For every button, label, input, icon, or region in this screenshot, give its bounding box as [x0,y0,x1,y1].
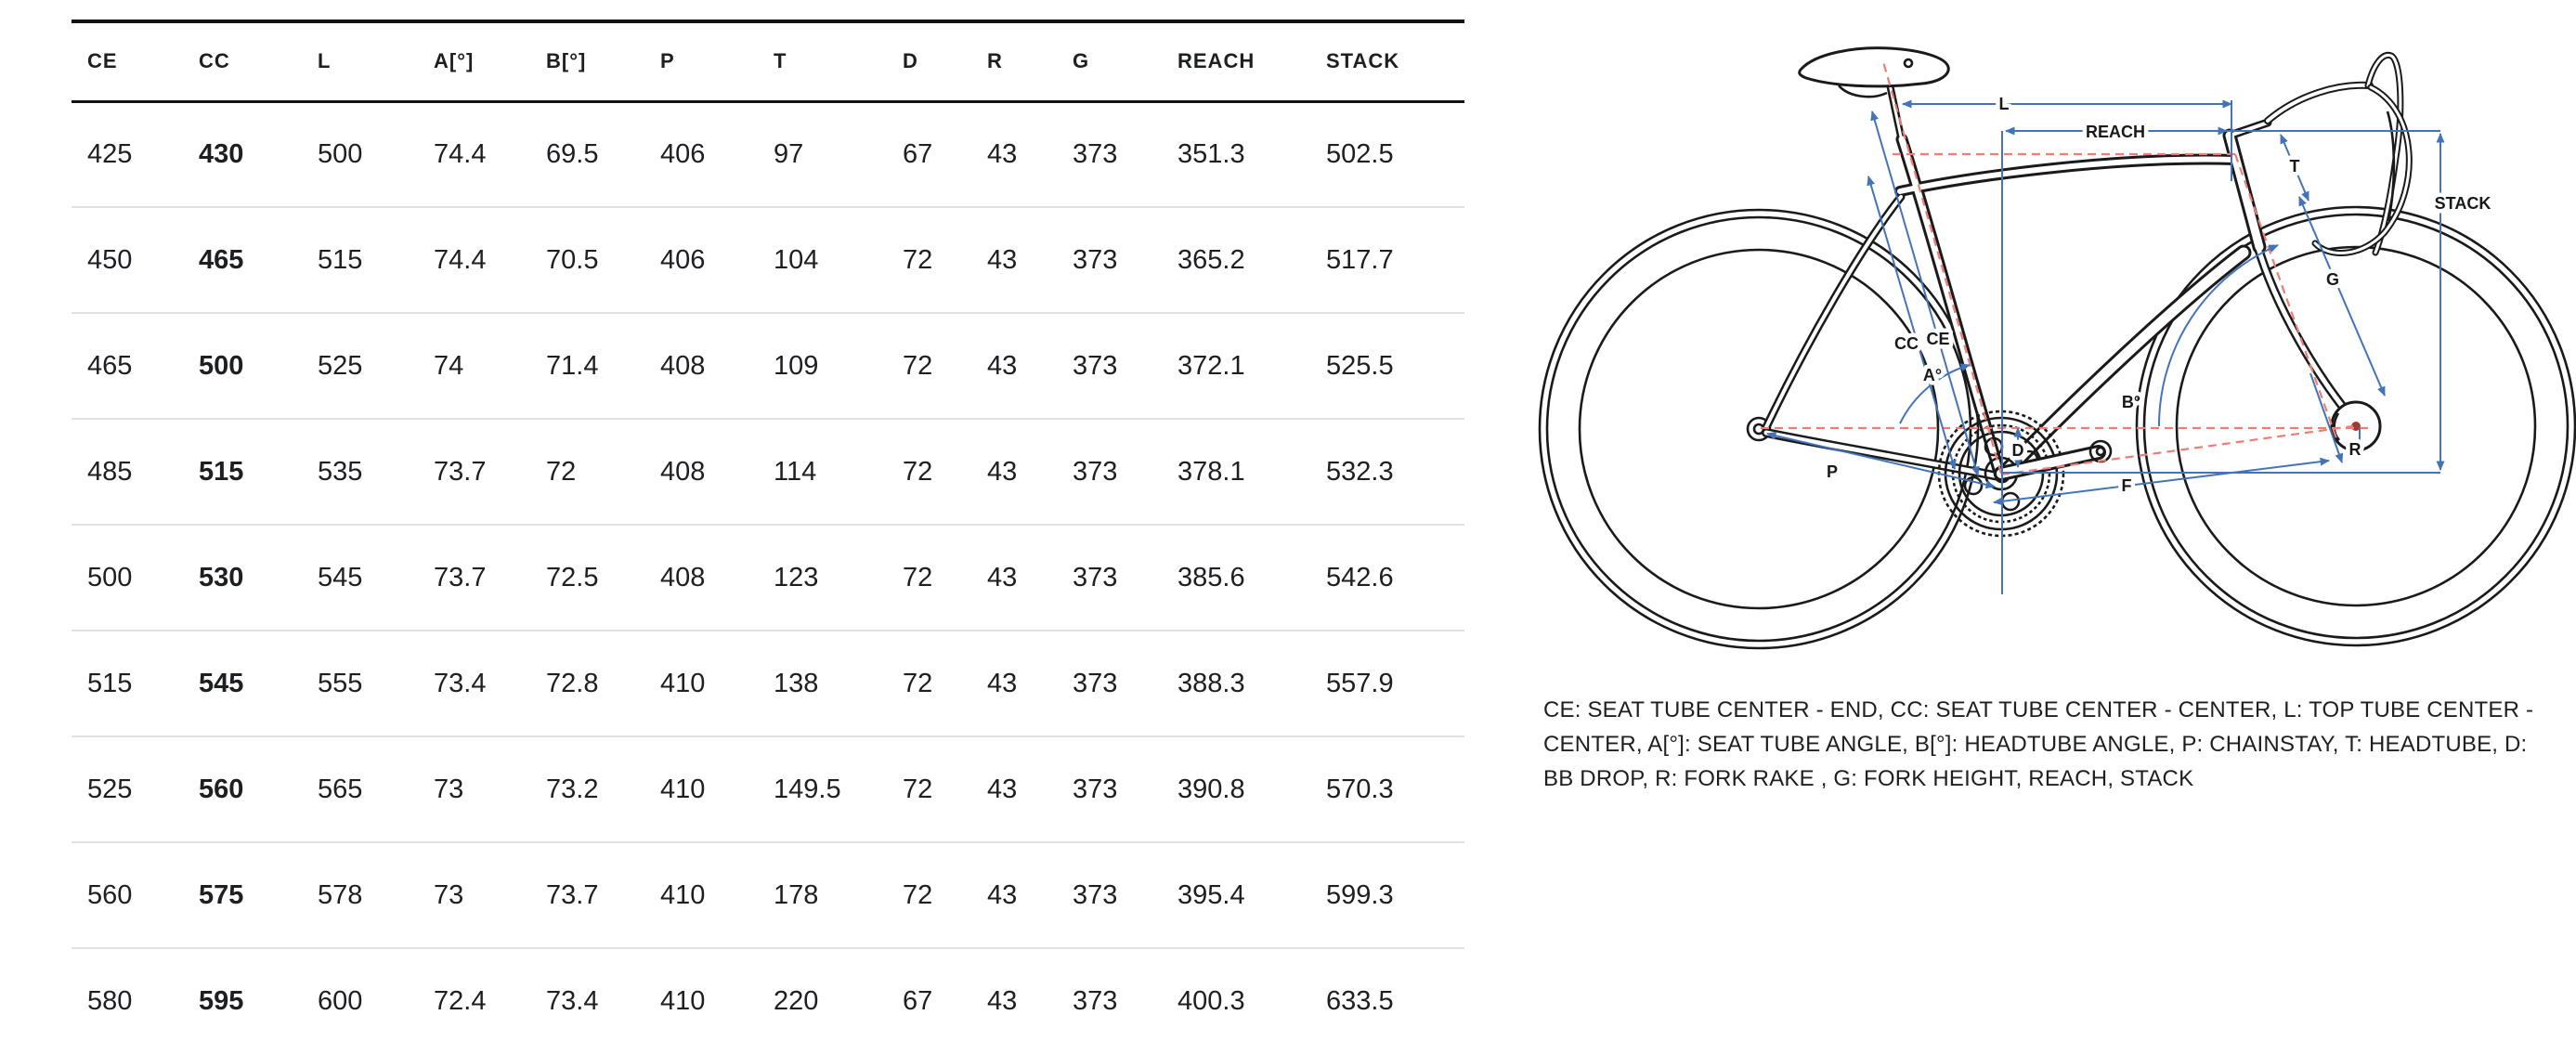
table-cell: 378.1 [1177,456,1245,487]
table-cell: 599.3 [1326,879,1394,910]
table-cell: 633.5 [1326,986,1394,1016]
label-seat-ce: CE [1926,330,1950,348]
label-front-center: F [2121,476,2132,495]
table-cell: 43 [987,986,1018,1016]
table-row [72,101,1464,207]
label-reach: REACH [2085,123,2146,141]
head-tube-axis-line [2235,154,2336,438]
column-header-reach: REACH [1177,49,1255,73]
table-cell: 73.7 [434,562,487,592]
table-row [72,948,1464,1054]
table-cell: 373 [1073,562,1118,592]
table-cell: 43 [987,562,1018,592]
table-cell: 465 [199,244,244,275]
table-cell: 430 [199,138,244,169]
table-cell: 502.5 [1326,138,1394,169]
table-row [72,525,1464,631]
seat-tube-ce-line [1872,111,1978,475]
table-cell: 67 [903,138,933,169]
table-cell: 71.4 [546,350,599,381]
label-top-tube: L [1998,95,2010,113]
table-cell: 532.3 [1326,456,1394,487]
table-cell: 43 [987,138,1018,169]
table-cell: 123 [774,562,819,592]
table-cell: 67 [903,986,933,1016]
table-cell: 72 [903,456,933,487]
label-headtube: T [2289,157,2300,176]
bike-geometry-diagram [1532,0,2576,662]
label-head-angle: B° [2121,393,2141,411]
dimension-lines [1767,100,2440,594]
table-cell: 373 [1073,138,1118,169]
table-cell: 535 [318,456,363,487]
table-cell: 72.5 [546,562,599,592]
table-cell: 373 [1073,986,1118,1016]
frame [1766,67,2353,476]
table-cell: 410 [660,879,706,910]
table-cell: 600 [318,986,363,1016]
table-row [72,207,1464,313]
table-cell: 74 [434,350,464,381]
column-header-cc: CC [199,49,230,73]
table-cell: 104 [774,244,819,275]
table-cell: 109 [774,350,819,381]
geometry-table-header [72,23,1464,101]
label-seat-angle: A° [1922,366,1943,384]
table-cell: 74.4 [434,244,487,275]
table-cell: 408 [660,456,706,487]
table-row [72,419,1464,525]
table-cell: 388.3 [1177,668,1245,698]
table-cell: 515 [318,244,363,275]
table-cell: 408 [660,562,706,592]
column-header-ce: CE [87,49,118,73]
table-cell: 72 [903,668,933,698]
table-cell: 178 [774,879,819,910]
table-row [72,631,1464,736]
table-cell: 72.8 [546,668,599,698]
geometry-table-body [72,101,1464,1054]
table-cell: 73.4 [546,986,599,1016]
table-cell: 72 [903,774,933,804]
column-header-r: R [987,49,1003,73]
column-header-g: G [1073,49,1090,73]
column-header-l: L [318,49,332,73]
table-cell: 72 [903,350,933,381]
table-cell: 74.4 [434,138,487,169]
table-cell: 73.2 [546,774,599,804]
table-cell: 408 [660,350,706,381]
table-cell: 72.4 [434,986,487,1016]
table-cell: 560 [87,879,133,910]
table-cell: 525.5 [1326,350,1394,381]
table-cell: 373 [1073,774,1118,804]
table-cell: 373 [1073,879,1118,910]
table-cell: 425 [87,138,133,169]
table-cell: 43 [987,244,1018,275]
table-cell: 560 [199,774,244,804]
table-cell: 515 [87,668,133,698]
column-header-p: P [660,49,675,73]
table-row [72,313,1464,419]
table-cell: 557.9 [1326,668,1394,698]
table-cell: 580 [87,986,133,1016]
table-cell: 500 [199,350,244,381]
header-row [72,23,1464,101]
label-fork-height: G [2325,270,2340,289]
table-cell: 485 [87,456,133,487]
table-cell: 525 [87,774,133,804]
label-fork-rake: R [2348,440,2361,459]
table-cell: 570.3 [1326,774,1394,804]
table-cell: 542.6 [1326,562,1394,592]
table-cell: 385.6 [1177,562,1245,592]
table-cell: 465 [87,350,133,381]
table-cell: 69.5 [546,138,599,169]
saddle [1800,48,1949,97]
table-cell: 500 [318,138,363,169]
table-cell: 72 [903,879,933,910]
table-cell: 70.5 [546,244,599,275]
table-cell: 97 [774,138,804,169]
table-cell: 73.7 [546,879,599,910]
column-header-a: A[°] [434,49,475,73]
label-seat-cc: CC [1894,334,1919,353]
table-cell: 43 [987,774,1018,804]
table-cell: 410 [660,668,706,698]
table-cell: 43 [987,668,1018,698]
rear-wheel [1540,210,1978,648]
table-cell: 406 [660,138,706,169]
geometry-legend: CE: SEAT TUBE CENTER - END, CC: SEAT TUBE CENTER - CENTER, L: TOP TUBE CENTER - CENTER, A[°]: SEAT TUBE ANGLE, B[°]: HEADTUBE ANGLE, P: CHAINSTAY, T: HEADTUBE, D: BB DROP, R: FORK RAKE , G: FORK HEIGHT, REACH, STACK [1543,697,2534,791]
table-cell: 406 [660,244,706,275]
table-cell: 410 [660,986,706,1016]
table-cell: 72 [546,456,577,487]
table-cell: 43 [987,879,1018,910]
table-cell: 373 [1073,350,1118,381]
label-bb-drop: D [2011,441,2024,460]
table-cell: 517.7 [1326,244,1394,275]
table-cell: 530 [199,562,244,592]
table-cell: 595 [199,986,244,1016]
table-cell: 555 [318,668,363,698]
table-row [72,736,1464,842]
geometry-table [72,20,1464,1054]
table-cell: 138 [774,668,819,698]
table-cell: 43 [987,456,1018,487]
table-cell: 43 [987,350,1018,381]
table-cell: 410 [660,774,706,804]
table-cell: 72 [903,244,933,275]
table-row [72,842,1464,948]
column-header-d: D [903,49,918,73]
table-cell: 400.3 [1177,986,1245,1016]
table-cell: 372.1 [1177,350,1245,381]
table-cell: 545 [318,562,363,592]
label-chainstay: P [1826,462,1839,481]
label-stack: STACK [2434,194,2491,213]
table-cell: 351.3 [1177,138,1245,169]
table-cell: 545 [199,668,244,698]
table-cell: 114 [774,456,817,487]
column-header-stack: STACK [1326,49,1400,73]
table-cell: 395.4 [1177,879,1245,910]
table-cell: 565 [318,774,363,804]
table-cell: 578 [318,879,363,910]
table-cell: 373 [1073,456,1118,487]
table-cell: 73.4 [434,668,487,698]
table-cell: 373 [1073,244,1118,275]
table-cell: 515 [199,456,244,487]
table-cell: 575 [199,879,244,910]
column-header-b: B[°] [546,49,587,73]
table-cell: 220 [774,986,819,1016]
column-header-t: T [774,49,787,73]
table-cell: 149.5 [774,774,841,804]
table-cell: 525 [318,350,363,381]
table-cell: 73.7 [434,456,487,487]
table-cell: 365.2 [1177,244,1245,275]
table-cell: 390.8 [1177,774,1245,804]
table-cell: 373 [1073,668,1118,698]
table-cell: 73 [434,879,464,910]
table-cell: 450 [87,244,133,275]
table-cell: 500 [87,562,133,592]
table-cell: 73 [434,774,464,804]
table-cell: 72 [903,562,933,592]
